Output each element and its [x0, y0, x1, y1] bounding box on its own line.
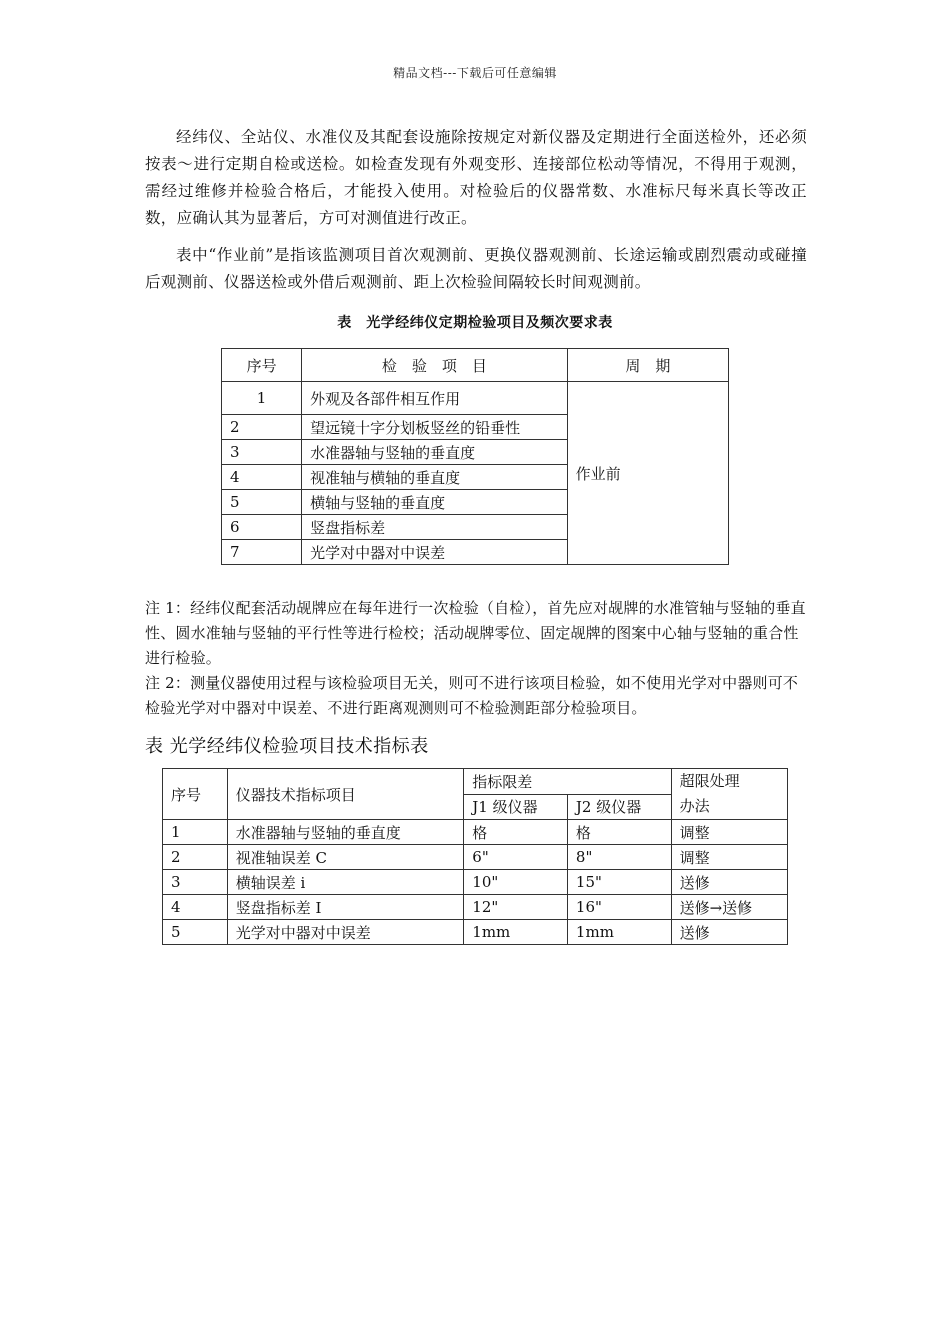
note-2: 注 2：测量仪器使用过程与该检验项目无关，则可不进行该项目检验，如不使用光学对中器则可不检验光学对中器对中误差、不进行距离观测则可不检验测距部分检验项目。 [145, 674, 799, 717]
table-row [163, 820, 788, 845]
row-action: 送修 [671, 920, 787, 945]
row-j2: 16" [567, 895, 671, 920]
row-item: 视准轴误差 C [227, 845, 464, 870]
technical-index-table [162, 768, 788, 945]
header-no: 序号 [222, 349, 302, 382]
row-item: 视准轴与横轴的垂直度 [302, 465, 568, 490]
page-header: 精品文档---下载后可任意编辑 [393, 66, 557, 80]
row-no: 4 [163, 895, 228, 920]
row-no: 6 [222, 515, 302, 540]
table-row [163, 845, 788, 870]
row-item: 外观及各部件相互作用 [302, 382, 568, 415]
table-header-row [222, 349, 729, 382]
row-item: 光学对中器对中误差 [302, 540, 568, 565]
period-cell: 作业前 [567, 382, 728, 565]
row-no: 4 [222, 465, 302, 490]
header-j2: J2 级仪器 [567, 794, 671, 820]
header-limit: 指标限差 [464, 769, 671, 795]
row-no: 3 [163, 870, 228, 895]
inspection-schedule-table [221, 348, 729, 565]
row-j2: 8" [567, 845, 671, 870]
row-j2: 1mm [567, 920, 671, 945]
row-j1: 格 [464, 820, 568, 845]
table-row [163, 870, 788, 895]
row-action: 送修 [671, 870, 787, 895]
table2-caption: 表 光学经纬仪检验项目技术指标表 [145, 736, 429, 757]
row-no: 2 [222, 415, 302, 440]
paragraph-1: 经纬仪、全站仪、水准仪及其配套设施除按规定对新仪器及定期进行全面送检外，还必须按表～进行定期自检或送检。如检查发现有外观变形、连接部位松动等情况，不得用于观测，需经过维修并检验合格后，才能投入使用。对检验后的仪器常数、水准标尺每米真长等改正数，应确认其为显著后，方可对测值进行改正。 [145, 128, 807, 227]
row-j1: 1mm [464, 920, 568, 945]
row-j2: 格 [567, 820, 671, 845]
row-no: 1 [163, 820, 228, 845]
row-action: 调整 [671, 845, 787, 870]
row-no: 2 [163, 845, 228, 870]
header-handling-line1: 超限处理 [679, 772, 740, 790]
header-item: 检 验 项 目 [302, 349, 568, 382]
row-j2: 15" [567, 870, 671, 895]
row-j1: 12" [464, 895, 568, 920]
row-item: 横轴误差 i [227, 870, 464, 895]
row-action: 调整 [671, 820, 787, 845]
header-item: 仪器技术指标项目 [227, 769, 464, 820]
row-no: 1 [222, 382, 302, 415]
header-no: 序号 [163, 769, 228, 820]
row-action: 送修→送修 [671, 895, 787, 920]
row-j1: 10" [464, 870, 568, 895]
row-no: 5 [222, 490, 302, 515]
table-row [163, 895, 788, 920]
header-period: 周 期 [567, 349, 728, 382]
table-header-row [163, 769, 788, 795]
row-j1: 6" [464, 845, 568, 870]
row-item: 横轴与竖轴的垂直度 [302, 490, 568, 515]
row-item: 水准器轴与竖轴的垂直度 [227, 820, 464, 845]
header-handling [671, 769, 787, 820]
row-no: 3 [222, 440, 302, 465]
row-item: 竖盘指标差 I [227, 895, 464, 920]
row-no: 5 [163, 920, 228, 945]
row-item: 竖盘指标差 [302, 515, 568, 540]
row-no: 7 [222, 540, 302, 565]
table1-caption: 表 光学经纬仪定期检验项目及频次要求表 [337, 315, 613, 331]
row-item: 光学对中器对中误差 [227, 920, 464, 945]
notes [145, 596, 807, 721]
paragraph-2: 表中“作业前”是指该监测项目首次观测前、更换仪器观测前、长途运输或剧烈震动或碰撞后观测前、仪器送检或外借后观测前、距上次检验间隔较长时间观测前。 [145, 246, 807, 291]
note-1: 注 1：经纬仪配套活动觇牌应在每年进行一次检验（自检），首先应对觇牌的水准管轴与竖轴的垂直性、圆水准轴与竖轴的平行性等进行检校；活动觇牌零位、固定觇牌的图案中心轴与竖轴的重合性进行检验。 [145, 599, 806, 667]
header-j1: J1 级仪器 [464, 794, 568, 820]
table-row [163, 920, 788, 945]
header-handling-line2: 办法 [679, 797, 710, 815]
table-row [222, 382, 729, 415]
row-item: 望远镜十字分划板竖丝的铅垂性 [302, 415, 568, 440]
row-item: 水准器轴与竖轴的垂直度 [302, 440, 568, 465]
